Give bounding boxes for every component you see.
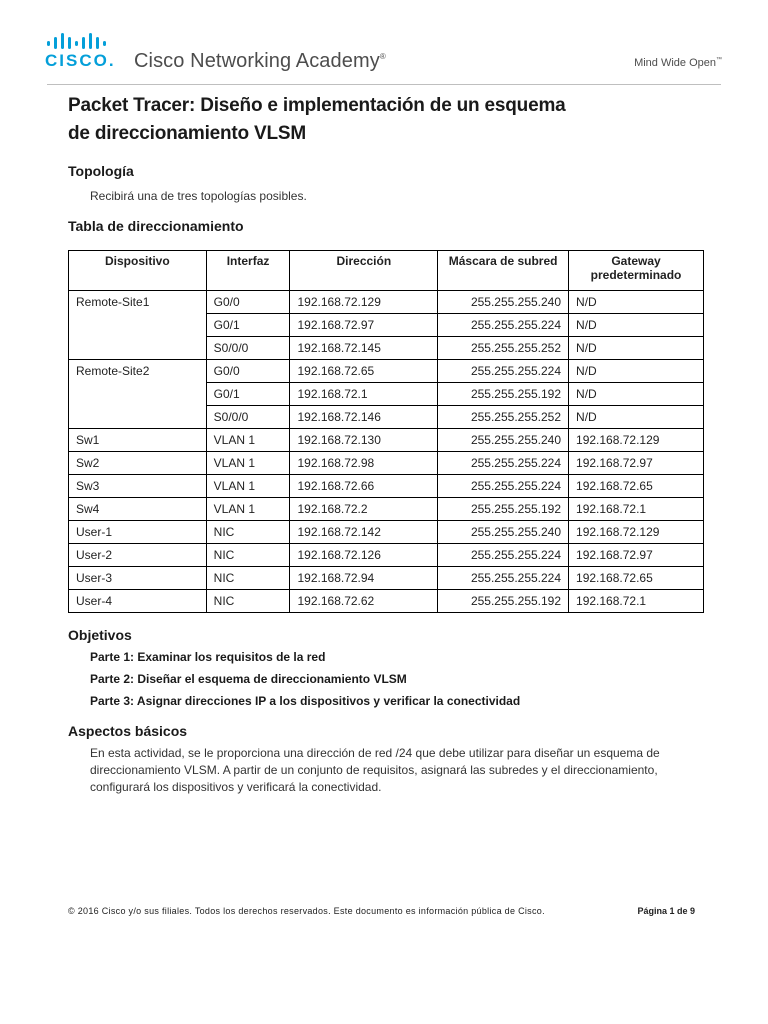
cell-interfaz: VLAN 1 xyxy=(206,475,290,498)
cell-mascara: 255.255.255.240 xyxy=(438,521,569,544)
cell-dispositivo xyxy=(69,383,207,406)
heading-objetivos: Objetivos xyxy=(68,627,132,643)
cell-gateway: 192.168.72.129 xyxy=(569,429,704,452)
cell-direccion: 192.168.72.146 xyxy=(290,406,438,429)
cell-mascara: 255.255.255.252 xyxy=(438,337,569,360)
table-row xyxy=(69,429,704,452)
heading-tabla: Tabla de direccionamiento xyxy=(68,218,244,234)
cell-dispositivo: User-1 xyxy=(69,521,207,544)
table-row xyxy=(69,590,704,613)
cell-dispositivo: Sw4 xyxy=(69,498,207,521)
cell-dispositivo: Remote-Site2 xyxy=(69,360,207,383)
cell-mascara: 255.255.255.240 xyxy=(438,429,569,452)
cell-gateway: 192.168.72.97 xyxy=(569,452,704,475)
cell-interfaz: G0/0 xyxy=(206,360,290,383)
table-header-row xyxy=(69,251,704,291)
header-divider xyxy=(47,84,721,85)
cell-dispositivo: User-2 xyxy=(69,544,207,567)
col-header-direccion: Dirección xyxy=(290,251,438,291)
cell-dispositivo: Remote-Site1 xyxy=(69,291,207,314)
cell-interfaz: VLAN 1 xyxy=(206,429,290,452)
cisco-logo-bars-icon xyxy=(47,31,113,49)
heading-topologia: Topología xyxy=(68,163,134,179)
cell-dispositivo: User-4 xyxy=(69,590,207,613)
cell-direccion: 192.168.72.65 xyxy=(290,360,438,383)
table-row xyxy=(69,314,704,337)
cell-mascara: 255.255.255.224 xyxy=(438,544,569,567)
cell-mascara: 255.255.255.224 xyxy=(438,314,569,337)
cell-gateway: 192.168.72.129 xyxy=(569,521,704,544)
cell-direccion: 192.168.72.94 xyxy=(290,567,438,590)
cell-mascara: 255.255.255.192 xyxy=(438,590,569,613)
cell-direccion: 192.168.72.66 xyxy=(290,475,438,498)
table-row xyxy=(69,360,704,383)
table-row xyxy=(69,452,704,475)
cell-gateway: 192.168.72.65 xyxy=(569,567,704,590)
cell-direccion: 192.168.72.98 xyxy=(290,452,438,475)
addressing-table xyxy=(68,250,704,613)
col-header-mascara: Máscara de subred xyxy=(438,251,569,291)
page-number: Página 1 de 9 xyxy=(637,906,695,916)
brand-tagline: Mind Wide Open™ xyxy=(634,57,722,69)
col-header-gateway: Gateway predeterminado xyxy=(569,251,704,291)
cell-dispositivo xyxy=(69,406,207,429)
cell-direccion: 192.168.72.129 xyxy=(290,291,438,314)
col-header-dispositivo: Dispositivo xyxy=(69,251,207,291)
cell-dispositivo: User-3 xyxy=(69,567,207,590)
cell-gateway: 192.168.72.1 xyxy=(569,590,704,613)
table-row xyxy=(69,544,704,567)
cell-interfaz: NIC xyxy=(206,567,290,590)
table-row xyxy=(69,521,704,544)
cell-interfaz: VLAN 1 xyxy=(206,498,290,521)
document-body xyxy=(68,92,704,796)
cell-direccion: 192.168.72.1 xyxy=(290,383,438,406)
brand-name: Cisco Networking Academy® xyxy=(134,50,386,72)
cell-dispositivo xyxy=(69,337,207,360)
cell-gateway: 192.168.72.65 xyxy=(569,475,704,498)
cell-interfaz: S0/0/0 xyxy=(206,337,290,360)
table-row xyxy=(69,567,704,590)
cell-mascara: 255.255.255.224 xyxy=(438,452,569,475)
cell-interfaz: NIC xyxy=(206,544,290,567)
cell-gateway: N/D xyxy=(569,383,704,406)
cell-direccion: 192.168.72.126 xyxy=(290,544,438,567)
cell-gateway: 192.168.72.1 xyxy=(569,498,704,521)
table-row xyxy=(69,291,704,314)
topologia-text: Recibirá una de tres topologías posibles. xyxy=(90,189,307,203)
cell-gateway: N/D xyxy=(569,314,704,337)
cell-direccion: 192.168.72.62 xyxy=(290,590,438,613)
objetivo-parte-2: Parte 2: Diseñar el esquema de direccionamiento VLSM xyxy=(90,672,407,686)
cell-mascara: 255.255.255.252 xyxy=(438,406,569,429)
cell-mascara: 255.255.255.224 xyxy=(438,567,569,590)
objetivo-parte-3: Parte 3: Asignar direcciones IP a los dispositivos y verificar la conectividad xyxy=(90,694,521,708)
cell-mascara: 255.255.255.192 xyxy=(438,383,569,406)
cell-interfaz: S0/0/0 xyxy=(206,406,290,429)
cell-interfaz: NIC xyxy=(206,590,290,613)
cell-direccion: 192.168.72.2 xyxy=(290,498,438,521)
table-row xyxy=(69,498,704,521)
heading-aspectos: Aspectos básicos xyxy=(68,723,188,739)
cell-mascara: 255.255.255.240 xyxy=(438,291,569,314)
cell-dispositivo: Sw1 xyxy=(69,429,207,452)
cell-direccion: 192.168.72.130 xyxy=(290,429,438,452)
cell-interfaz: G0/1 xyxy=(206,383,290,406)
objetivo-parte-1: Parte 1: Examinar los requisitos de la red xyxy=(90,650,326,664)
cell-mascara: 255.255.255.224 xyxy=(438,360,569,383)
document-title: Packet Tracer: Diseño e implementación de un esquema de direccionamiento VLSM xyxy=(68,95,566,144)
cell-mascara: 255.255.255.224 xyxy=(438,475,569,498)
page-header xyxy=(0,0,768,90)
cell-gateway: N/D xyxy=(569,360,704,383)
cell-dispositivo: Sw2 xyxy=(69,452,207,475)
table-row xyxy=(69,383,704,406)
table-row xyxy=(69,337,704,360)
page-footer xyxy=(68,906,695,916)
cell-mascara: 255.255.255.192 xyxy=(438,498,569,521)
copyright-notice: © 2016 Cisco y/o sus filiales. Todos los derechos reservados. Este documento es información pública de Cisco. xyxy=(68,906,545,916)
cell-direccion: 192.168.72.145 xyxy=(290,337,438,360)
cell-interfaz: G0/0 xyxy=(206,291,290,314)
table-row xyxy=(69,406,704,429)
cisco-logo-wordmark: CISCO. xyxy=(45,51,116,70)
cell-gateway: N/D xyxy=(569,406,704,429)
table-row xyxy=(69,475,704,498)
cell-gateway: 192.168.72.97 xyxy=(569,544,704,567)
cell-direccion: 192.168.72.97 xyxy=(290,314,438,337)
cell-dispositivo xyxy=(69,314,207,337)
cell-dispositivo: Sw3 xyxy=(69,475,207,498)
cell-interfaz: G0/1 xyxy=(206,314,290,337)
cell-interfaz: VLAN 1 xyxy=(206,452,290,475)
col-header-interfaz: Interfaz xyxy=(206,251,290,291)
cell-gateway: N/D xyxy=(569,291,704,314)
aspectos-text: En esta actividad, se le proporciona una dirección de red /24 que debe utilizar para diseñar un esquema de direccionamiento VLSM. A partir de un conjunto de requisitos, asignará las subredes y el direccionamiento, configurará los dispositivos y verificará la conectividad. xyxy=(90,746,660,794)
cell-interfaz: NIC xyxy=(206,521,290,544)
cell-gateway: N/D xyxy=(569,337,704,360)
cell-direccion: 192.168.72.142 xyxy=(290,521,438,544)
